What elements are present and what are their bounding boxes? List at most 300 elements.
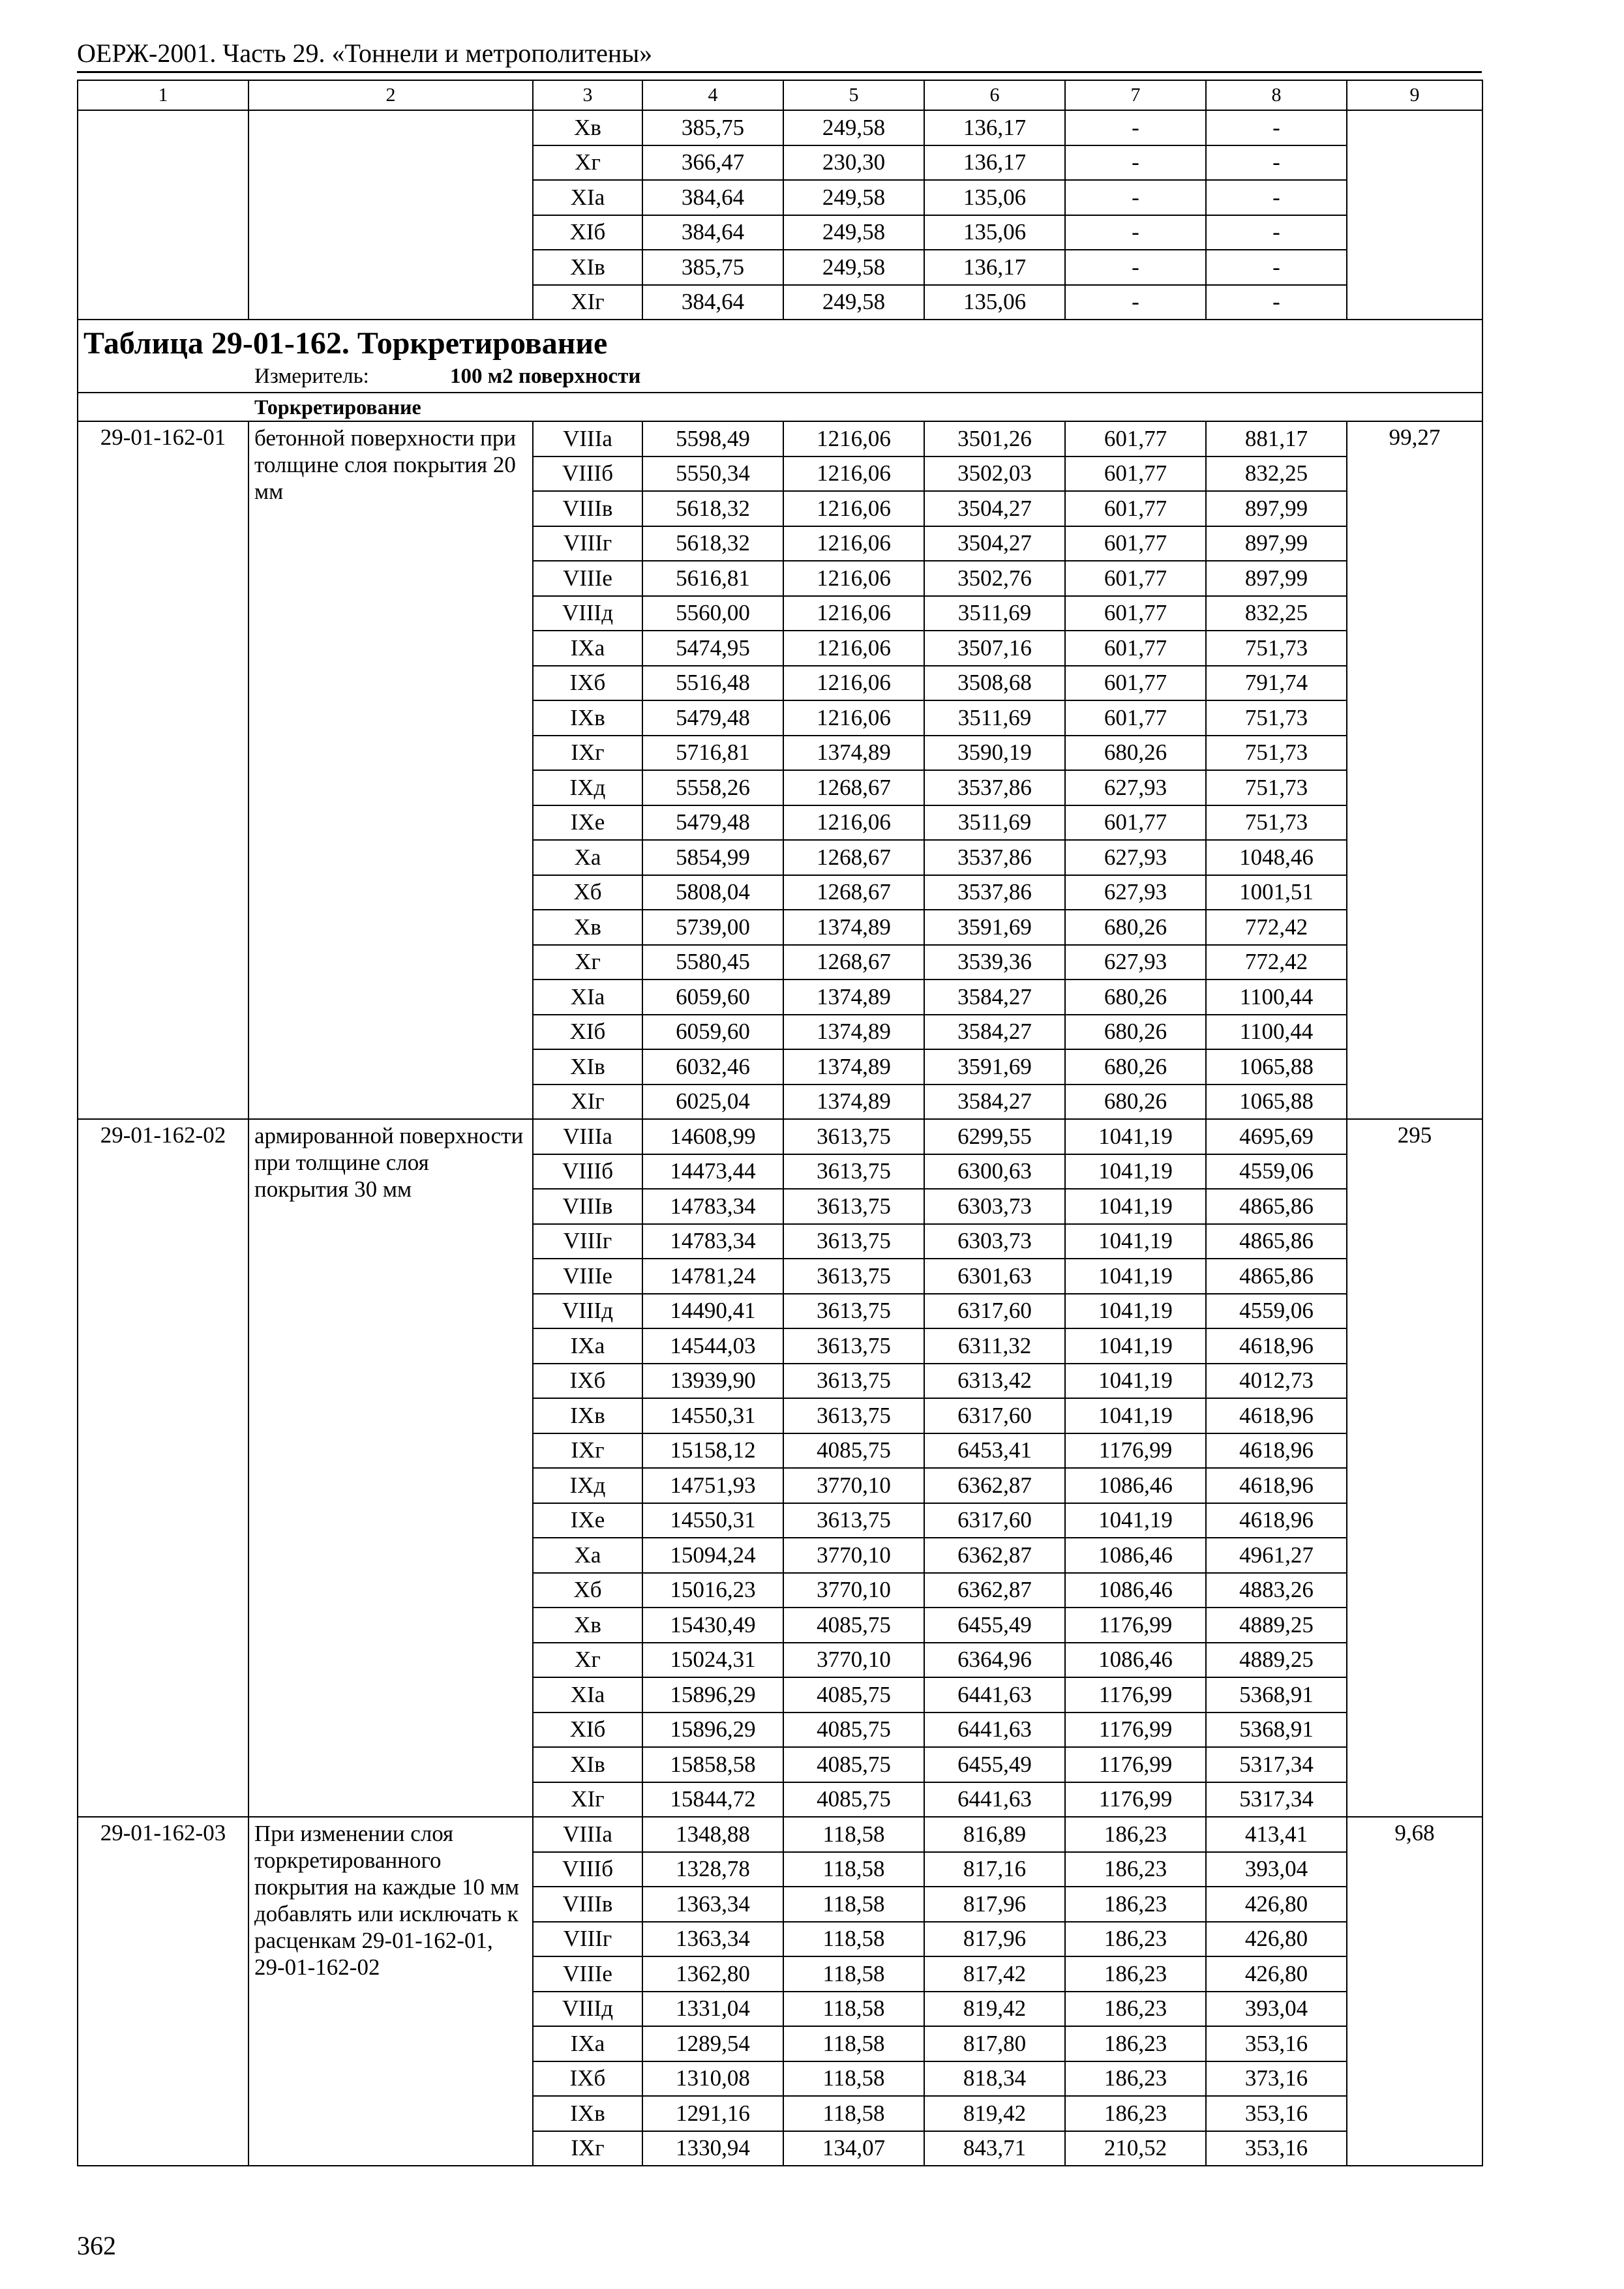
- section-title-row: [78, 393, 1482, 421]
- zone-cell: Хг: [533, 145, 642, 181]
- materials-cell: 4865,86: [1206, 1259, 1347, 1294]
- wages-cell: 3613,75: [783, 1154, 924, 1189]
- total-cost-cell: 6059,60: [642, 980, 783, 1015]
- wages-cell: 1216,06: [783, 805, 924, 841]
- wages-cell: 230,30: [783, 145, 924, 181]
- operator-wages-cell: 1041,19: [1065, 1259, 1206, 1294]
- total-cost-cell: 1348,88: [642, 1817, 783, 1852]
- machines-cell: 136,17: [924, 110, 1065, 145]
- zone-cell: VIIIе: [533, 561, 642, 596]
- zone-cell: IXг: [533, 736, 642, 771]
- zone-cell: VIIIв: [533, 1189, 642, 1224]
- operator-wages-cell: 627,93: [1065, 770, 1206, 805]
- total-cost-cell: 1331,04: [642, 1992, 783, 2027]
- materials-cell: 5317,34: [1206, 1782, 1347, 1818]
- total-cost-cell: 15158,12: [642, 1433, 783, 1469]
- machines-cell: 6317,60: [924, 1398, 1065, 1433]
- materials-cell: 426,80: [1206, 1922, 1347, 1957]
- machines-cell: 3507,16: [924, 631, 1065, 666]
- table-title: Таблица 29-01-162. Торкретирование: [83, 326, 608, 361]
- zone-cell: VIIIа: [533, 421, 642, 456]
- machines-cell: 3511,69: [924, 596, 1065, 631]
- zone-cell: IXа: [533, 2026, 642, 2061]
- total-cost-cell: 5854,99: [642, 840, 783, 875]
- machines-cell: 3511,69: [924, 700, 1065, 736]
- wages-cell: 249,58: [783, 180, 924, 215]
- materials-cell: -: [1206, 215, 1347, 250]
- materials-cell: 1065,88: [1206, 1049, 1347, 1085]
- materials-cell: -: [1206, 145, 1347, 181]
- code-cell: [78, 110, 248, 320]
- operator-wages-cell: 1086,46: [1065, 1538, 1206, 1573]
- total-cost-cell: 6032,46: [642, 1049, 783, 1085]
- materials-cell: 353,16: [1206, 2131, 1347, 2166]
- machines-cell: 6441,63: [924, 1713, 1065, 1748]
- materials-cell: 4883,26: [1206, 1573, 1347, 1608]
- wages-cell: 249,58: [783, 250, 924, 285]
- zone-cell: IXд: [533, 1468, 642, 1503]
- materials-cell: 4889,25: [1206, 1643, 1347, 1678]
- materials-cell: 1100,44: [1206, 1015, 1347, 1050]
- zone-cell: VIIIв: [533, 491, 642, 526]
- zone-cell: IXг: [533, 1433, 642, 1469]
- operator-wages-cell: 627,93: [1065, 840, 1206, 875]
- machines-cell: 3584,27: [924, 1015, 1065, 1050]
- norm-cell: 295: [1347, 1119, 1482, 1817]
- total-cost-cell: 384,64: [642, 285, 783, 320]
- operator-wages-cell: 627,93: [1065, 875, 1206, 910]
- page-header: ОЕРЖ-2001. Часть 29. «Тоннели и метрополитены»: [77, 38, 653, 68]
- materials-cell: 832,25: [1206, 456, 1347, 492]
- zone-cell: Хг: [533, 1643, 642, 1678]
- materials-cell: 4865,86: [1206, 1189, 1347, 1224]
- header-rule: [77, 71, 1482, 73]
- machines-cell: 136,17: [924, 145, 1065, 181]
- wages-cell: 4085,75: [783, 1608, 924, 1643]
- norm-cell: 9,68: [1347, 1817, 1482, 2166]
- total-cost-cell: 14608,99: [642, 1119, 783, 1154]
- materials-cell: -: [1206, 110, 1347, 145]
- operator-wages-cell: 601,77: [1065, 526, 1206, 561]
- machines-cell: 817,96: [924, 1922, 1065, 1957]
- zone-cell: VIIIе: [533, 1956, 642, 1992]
- operator-wages-cell: 210,52: [1065, 2131, 1206, 2166]
- total-cost-cell: 14783,34: [642, 1224, 783, 1259]
- materials-cell: 897,99: [1206, 561, 1347, 596]
- total-cost-cell: 5616,81: [642, 561, 783, 596]
- materials-cell: 772,42: [1206, 945, 1347, 980]
- operator-wages-cell: 186,23: [1065, 1922, 1206, 1957]
- wages-cell: 249,58: [783, 215, 924, 250]
- total-cost-cell: 1310,08: [642, 2061, 783, 2097]
- materials-cell: 751,73: [1206, 700, 1347, 736]
- operator-wages-cell: 1176,99: [1065, 1677, 1206, 1713]
- machines-cell: 6313,42: [924, 1364, 1065, 1399]
- machines-cell: 6303,73: [924, 1189, 1065, 1224]
- total-cost-cell: 366,47: [642, 145, 783, 181]
- description-cell: армированной поверхности при толщине слоя покрытия 30 мм: [248, 1119, 533, 1817]
- code-cell: 29-01-162-02: [78, 1119, 248, 1817]
- zone-cell: Хб: [533, 875, 642, 910]
- zone-cell: IXв: [533, 1398, 642, 1433]
- wages-cell: 4085,75: [783, 1433, 924, 1469]
- zone-cell: IXб: [533, 2061, 642, 2097]
- materials-cell: 4618,96: [1206, 1468, 1347, 1503]
- operator-wages-cell: 680,26: [1065, 910, 1206, 945]
- total-cost-cell: 6025,04: [642, 1085, 783, 1120]
- wages-cell: 3613,75: [783, 1503, 924, 1538]
- wages-cell: 3613,75: [783, 1328, 924, 1364]
- wages-cell: 249,58: [783, 110, 924, 145]
- machines-cell: 3584,27: [924, 1085, 1065, 1120]
- operator-wages-cell: 601,77: [1065, 596, 1206, 631]
- machines-cell: 6441,63: [924, 1782, 1065, 1818]
- zone-cell: IXг: [533, 2131, 642, 2166]
- operator-wages-cell: 1176,99: [1065, 1713, 1206, 1748]
- table-title-cell: [78, 320, 1482, 393]
- zone-cell: Хб: [533, 1573, 642, 1608]
- zone-cell: XIв: [533, 250, 642, 285]
- wages-cell: 118,58: [783, 1887, 924, 1922]
- zone-cell: XIв: [533, 1049, 642, 1085]
- zone-cell: IXв: [533, 2096, 642, 2131]
- description-cell: бетонной поверхности при толщине слоя покрытия 20 мм: [248, 421, 533, 1119]
- wages-cell: 3613,75: [783, 1189, 924, 1224]
- total-cost-cell: 1363,34: [642, 1887, 783, 1922]
- total-cost-cell: 1363,34: [642, 1922, 783, 1957]
- materials-cell: 897,99: [1206, 526, 1347, 561]
- operator-wages-cell: 186,23: [1065, 2026, 1206, 2061]
- materials-cell: 426,80: [1206, 1956, 1347, 1992]
- materials-cell: 1065,88: [1206, 1085, 1347, 1120]
- materials-cell: 4889,25: [1206, 1608, 1347, 1643]
- section-title: Торкретирование: [78, 393, 1482, 421]
- materials-cell: 4618,96: [1206, 1503, 1347, 1538]
- operator-wages-cell: 1041,19: [1065, 1224, 1206, 1259]
- operator-wages-cell: 680,26: [1065, 1085, 1206, 1120]
- operator-wages-cell: 1041,19: [1065, 1294, 1206, 1329]
- wages-cell: 1374,89: [783, 1085, 924, 1120]
- wages-cell: 1216,06: [783, 631, 924, 666]
- zone-cell: IXб: [533, 1364, 642, 1399]
- machines-cell: 3591,69: [924, 910, 1065, 945]
- total-cost-cell: 5558,26: [642, 770, 783, 805]
- machines-cell: 817,42: [924, 1956, 1065, 1992]
- wages-cell: 1374,89: [783, 736, 924, 771]
- total-cost-cell: 385,75: [642, 110, 783, 145]
- materials-cell: 413,41: [1206, 1817, 1347, 1852]
- operator-wages-cell: -: [1065, 215, 1206, 250]
- total-cost-cell: 14783,34: [642, 1189, 783, 1224]
- operator-wages-cell: 1041,19: [1065, 1119, 1206, 1154]
- operator-wages-cell: -: [1065, 145, 1206, 181]
- operator-wages-cell: 1086,46: [1065, 1468, 1206, 1503]
- operator-wages-cell: 1086,46: [1065, 1573, 1206, 1608]
- total-cost-cell: 15896,29: [642, 1677, 783, 1713]
- wages-cell: 4085,75: [783, 1747, 924, 1782]
- total-cost-cell: 5808,04: [642, 875, 783, 910]
- column-number: 9: [1347, 80, 1482, 110]
- wages-cell: 1216,06: [783, 456, 924, 492]
- zone-cell: Ха: [533, 840, 642, 875]
- materials-cell: -: [1206, 250, 1347, 285]
- machines-cell: 3537,86: [924, 875, 1065, 910]
- rates-table: [77, 80, 1483, 2166]
- operator-wages-cell: 186,23: [1065, 1992, 1206, 2027]
- materials-cell: 353,16: [1206, 2026, 1347, 2061]
- column-number: 8: [1206, 80, 1347, 110]
- materials-cell: 897,99: [1206, 491, 1347, 526]
- total-cost-cell: 6059,60: [642, 1015, 783, 1050]
- operator-wages-cell: 601,77: [1065, 631, 1206, 666]
- operator-wages-cell: 1041,19: [1065, 1364, 1206, 1399]
- column-number: 6: [924, 80, 1065, 110]
- wages-cell: 118,58: [783, 1956, 924, 1992]
- operator-wages-cell: 601,77: [1065, 421, 1206, 456]
- wages-cell: 118,58: [783, 1992, 924, 2027]
- table-row: [78, 421, 1482, 456]
- machines-cell: 817,16: [924, 1852, 1065, 1887]
- wages-cell: 3613,75: [783, 1259, 924, 1294]
- wages-cell: 249,58: [783, 285, 924, 320]
- machines-cell: 135,06: [924, 180, 1065, 215]
- machines-cell: 6362,87: [924, 1538, 1065, 1573]
- zone-cell: IXв: [533, 700, 642, 736]
- materials-cell: 4012,73: [1206, 1364, 1347, 1399]
- materials-cell: 881,17: [1206, 421, 1347, 456]
- total-cost-cell: 15430,49: [642, 1608, 783, 1643]
- wages-cell: 3770,10: [783, 1573, 924, 1608]
- machines-cell: 3591,69: [924, 1049, 1065, 1085]
- machines-cell: 6362,87: [924, 1573, 1065, 1608]
- wages-cell: 118,58: [783, 1817, 924, 1852]
- wages-cell: 1374,89: [783, 1049, 924, 1085]
- operator-wages-cell: 680,26: [1065, 980, 1206, 1015]
- column-number: 7: [1065, 80, 1206, 110]
- machines-cell: 6453,41: [924, 1433, 1065, 1469]
- machines-cell: 816,89: [924, 1817, 1065, 1852]
- total-cost-cell: 1328,78: [642, 1852, 783, 1887]
- code-cell: 29-01-162-03: [78, 1817, 248, 2166]
- column-number-row: [78, 80, 1482, 110]
- norm-cell: 99,27: [1347, 421, 1482, 1119]
- wages-cell: 118,58: [783, 2096, 924, 2131]
- total-cost-cell: 5580,45: [642, 945, 783, 980]
- machines-cell: 6317,60: [924, 1294, 1065, 1329]
- machines-cell: 817,80: [924, 2026, 1065, 2061]
- total-cost-cell: 15844,72: [642, 1782, 783, 1818]
- zone-cell: VIIIб: [533, 1154, 642, 1189]
- zone-cell: XIг: [533, 1782, 642, 1818]
- table-title-row: [78, 320, 1482, 393]
- operator-wages-cell: 186,23: [1065, 1817, 1206, 1852]
- total-cost-cell: 384,64: [642, 215, 783, 250]
- machines-cell: 6303,73: [924, 1224, 1065, 1259]
- total-cost-cell: 5474,95: [642, 631, 783, 666]
- zone-cell: Хв: [533, 110, 642, 145]
- total-cost-cell: 1362,80: [642, 1956, 783, 1992]
- materials-cell: 393,04: [1206, 1852, 1347, 1887]
- materials-cell: 751,73: [1206, 736, 1347, 771]
- zone-cell: VIIIе: [533, 1259, 642, 1294]
- wages-cell: 3770,10: [783, 1468, 924, 1503]
- machines-cell: 3504,27: [924, 491, 1065, 526]
- machines-cell: 6301,63: [924, 1259, 1065, 1294]
- wages-cell: 3613,75: [783, 1364, 924, 1399]
- materials-cell: 1100,44: [1206, 980, 1347, 1015]
- wages-cell: 118,58: [783, 1852, 924, 1887]
- total-cost-cell: 15094,24: [642, 1538, 783, 1573]
- wages-cell: 1216,06: [783, 491, 924, 526]
- zone-cell: Хг: [533, 945, 642, 980]
- machines-cell: 3502,03: [924, 456, 1065, 492]
- materials-cell: 751,73: [1206, 805, 1347, 841]
- total-cost-cell: 14550,31: [642, 1398, 783, 1433]
- total-cost-cell: 13939,90: [642, 1364, 783, 1399]
- materials-cell: 373,16: [1206, 2061, 1347, 2097]
- total-cost-cell: 5516,48: [642, 666, 783, 701]
- code-cell: 29-01-162-01: [78, 421, 248, 1119]
- wages-cell: 134,07: [783, 2131, 924, 2166]
- machines-cell: 3537,86: [924, 770, 1065, 805]
- zone-cell: XIв: [533, 1747, 642, 1782]
- measure-line: [83, 363, 1477, 389]
- operator-wages-cell: 1041,19: [1065, 1189, 1206, 1224]
- zone-cell: Хв: [533, 1608, 642, 1643]
- zone-cell: IXб: [533, 666, 642, 701]
- zone-cell: Ха: [533, 1538, 642, 1573]
- operator-wages-cell: 1041,19: [1065, 1398, 1206, 1433]
- materials-cell: 5317,34: [1206, 1747, 1347, 1782]
- total-cost-cell: 384,64: [642, 180, 783, 215]
- machines-cell: 3539,36: [924, 945, 1065, 980]
- column-number: 2: [248, 80, 533, 110]
- zone-cell: VIIIб: [533, 456, 642, 492]
- zone-cell: XIг: [533, 1085, 642, 1120]
- materials-cell: 426,80: [1206, 1887, 1347, 1922]
- machines-cell: 3504,27: [924, 526, 1065, 561]
- machines-cell: 3502,76: [924, 561, 1065, 596]
- wages-cell: 1268,67: [783, 875, 924, 910]
- operator-wages-cell: 601,77: [1065, 666, 1206, 701]
- materials-cell: 4559,06: [1206, 1294, 1347, 1329]
- zone-cell: VIIIб: [533, 1852, 642, 1887]
- total-cost-cell: 14544,03: [642, 1328, 783, 1364]
- wages-cell: 118,58: [783, 2061, 924, 2097]
- materials-cell: 4695,69: [1206, 1119, 1347, 1154]
- materials-cell: 4865,86: [1206, 1224, 1347, 1259]
- materials-cell: 832,25: [1206, 596, 1347, 631]
- operator-wages-cell: 186,23: [1065, 1956, 1206, 1992]
- machines-cell: 3501,26: [924, 421, 1065, 456]
- machines-cell: 6311,32: [924, 1328, 1065, 1364]
- machines-cell: 135,06: [924, 285, 1065, 320]
- column-number: 1: [78, 80, 248, 110]
- zone-cell: VIIIд: [533, 1992, 642, 2027]
- wages-cell: 1268,67: [783, 770, 924, 805]
- wages-cell: 1374,89: [783, 1015, 924, 1050]
- table-row: [78, 110, 1482, 145]
- total-cost-cell: 14751,93: [642, 1468, 783, 1503]
- operator-wages-cell: 186,23: [1065, 2096, 1206, 2131]
- zone-cell: XIб: [533, 1015, 642, 1050]
- zone-cell: VIIIг: [533, 526, 642, 561]
- wages-cell: 3613,75: [783, 1398, 924, 1433]
- wages-cell: 4085,75: [783, 1782, 924, 1818]
- machines-cell: 818,34: [924, 2061, 1065, 2097]
- total-cost-cell: 15016,23: [642, 1573, 783, 1608]
- total-cost-cell: 15858,58: [642, 1747, 783, 1782]
- wages-cell: 3613,75: [783, 1224, 924, 1259]
- materials-cell: 751,73: [1206, 770, 1347, 805]
- operator-wages-cell: 1041,19: [1065, 1154, 1206, 1189]
- operator-wages-cell: 186,23: [1065, 2061, 1206, 2097]
- zone-cell: IXе: [533, 1503, 642, 1538]
- machines-cell: 817,96: [924, 1887, 1065, 1922]
- wages-cell: 1216,06: [783, 666, 924, 701]
- total-cost-cell: 385,75: [642, 250, 783, 285]
- zone-cell: XIа: [533, 980, 642, 1015]
- total-cost-cell: 5618,32: [642, 526, 783, 561]
- materials-cell: 772,42: [1206, 910, 1347, 945]
- operator-wages-cell: 1041,19: [1065, 1503, 1206, 1538]
- machines-cell: 6362,87: [924, 1468, 1065, 1503]
- total-cost-cell: 15896,29: [642, 1713, 783, 1748]
- column-number: 3: [533, 80, 642, 110]
- operator-wages-cell: 1041,19: [1065, 1328, 1206, 1364]
- operator-wages-cell: -: [1065, 110, 1206, 145]
- operator-wages-cell: 1086,46: [1065, 1643, 1206, 1678]
- materials-cell: 4559,06: [1206, 1154, 1347, 1189]
- machines-cell: 6441,63: [924, 1677, 1065, 1713]
- wages-cell: 4085,75: [783, 1677, 924, 1713]
- operator-wages-cell: -: [1065, 285, 1206, 320]
- materials-cell: 353,16: [1206, 2096, 1347, 2131]
- operator-wages-cell: -: [1065, 180, 1206, 215]
- column-number: 5: [783, 80, 924, 110]
- operator-wages-cell: 1176,99: [1065, 1747, 1206, 1782]
- zone-cell: XIа: [533, 180, 642, 215]
- operator-wages-cell: 601,77: [1065, 491, 1206, 526]
- norm-cell: [1347, 110, 1482, 320]
- machines-cell: 3590,19: [924, 736, 1065, 771]
- machines-cell: 819,42: [924, 2096, 1065, 2131]
- operator-wages-cell: 680,26: [1065, 1015, 1206, 1050]
- machines-cell: 3537,86: [924, 840, 1065, 875]
- operator-wages-cell: 1176,99: [1065, 1608, 1206, 1643]
- wages-cell: 1268,67: [783, 945, 924, 980]
- total-cost-cell: 15024,31: [642, 1643, 783, 1678]
- zone-cell: XIб: [533, 1713, 642, 1748]
- zone-cell: VIIIв: [533, 1887, 642, 1922]
- zone-cell: IXа: [533, 1328, 642, 1364]
- zone-cell: IXа: [533, 631, 642, 666]
- machines-cell: 3584,27: [924, 980, 1065, 1015]
- zone-cell: VIIIг: [533, 1922, 642, 1957]
- materials-cell: 1048,46: [1206, 840, 1347, 875]
- total-cost-cell: 14781,24: [642, 1259, 783, 1294]
- total-cost-cell: 14490,41: [642, 1294, 783, 1329]
- zone-cell: XIг: [533, 285, 642, 320]
- materials-cell: 751,73: [1206, 631, 1347, 666]
- wages-cell: 3770,10: [783, 1538, 924, 1573]
- zone-cell: VIIIа: [533, 1119, 642, 1154]
- total-cost-cell: 5550,34: [642, 456, 783, 492]
- operator-wages-cell: 601,77: [1065, 805, 1206, 841]
- zone-cell: Хв: [533, 910, 642, 945]
- machines-cell: 843,71: [924, 2131, 1065, 2166]
- measure-label: Измеритель:: [254, 365, 369, 388]
